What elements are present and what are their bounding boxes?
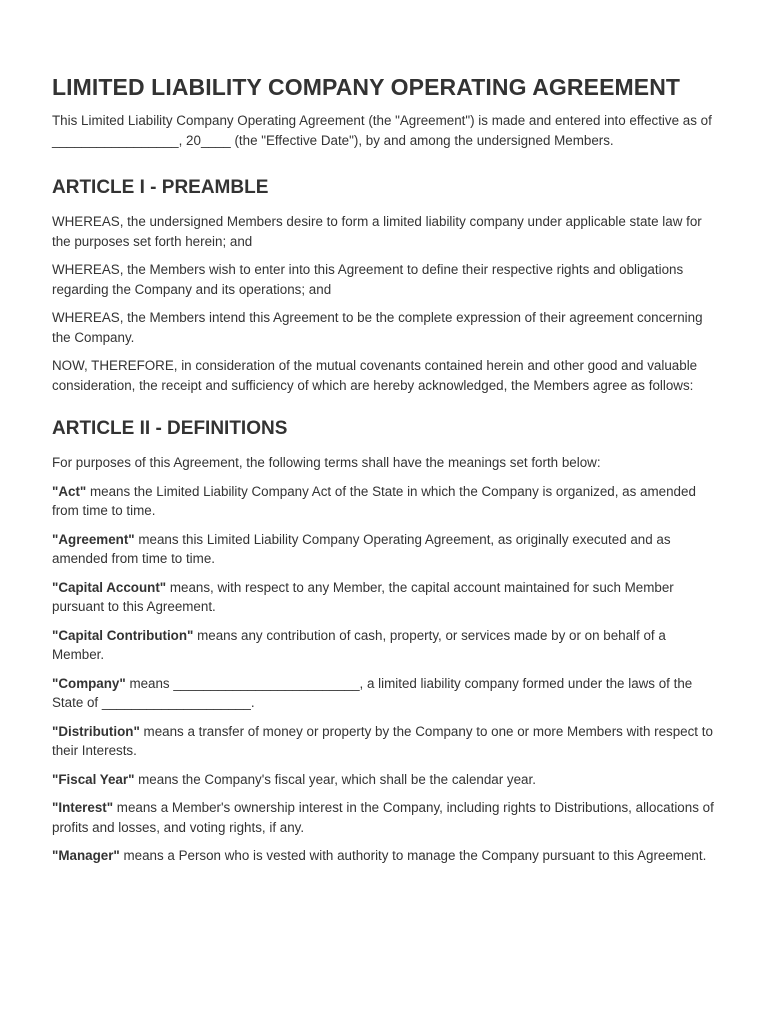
definition-text: means the Company's fiscal year, which shall be the calendar year. — [134, 771, 536, 787]
definition-term: "Distribution" — [52, 723, 140, 739]
definition-term: "Interest" — [52, 800, 114, 815]
definition-term: "Capital Contribution" — [52, 627, 194, 643]
definition-fiscal-year — [52, 770, 718, 790]
definition-manager — [52, 846, 718, 866]
definition-interest — [52, 798, 718, 837]
definition-company — [52, 674, 718, 713]
definitions-intro: For purposes of this Agreement, the following terms shall have the meanings set forth below: — [52, 455, 601, 470]
definition-text: means a Member's ownership interest in the Company, including rights to Distributions, allocations of profits and losses, and voting rights, if any. — [52, 800, 714, 835]
definition-term: "Company" — [52, 675, 126, 691]
document-title: LIMITED LIABILITY COMPANY OPERATING AGREEMENT — [52, 74, 681, 100]
preamble-paragraph: WHEREAS, the undersigned Members desire to form a limited liability company under applicable state law for the purposes set forth herein; and — [52, 214, 702, 249]
definition-term: "Fiscal Year" — [52, 771, 135, 787]
definition-text: means _________________________, a limited liability company formed under the laws of the State of ____________________. — [52, 675, 693, 710]
definition-text: means a Person who is vested with authority to manage the Company pursuant to this Agreement. — [119, 848, 707, 863]
definition-term: "Capital Account" — [52, 579, 167, 595]
definition-act — [52, 482, 718, 521]
definition-distribution — [52, 722, 718, 761]
definition-term: "Act" — [52, 483, 87, 499]
definition-text: means the Limited Liability Company Act of the State in which the Company is organized, as amended from time to time. — [52, 483, 696, 518]
definition-agreement — [52, 530, 718, 569]
definition-text: means a transfer of money or property by the Company to one or more Members with respect to their Interests. — [52, 723, 713, 758]
definition-text: means any contribution of cash, property, or services made by or on behalf of a Member. — [52, 627, 666, 662]
definition-capital-account — [52, 578, 718, 617]
preamble-paragraph: NOW, THEREFORE, in consideration of the mutual covenants contained herein and other good and valuable consideration, the receipt and sufficiency of which are hereby acknowledged, the Members agree as follows: — [52, 358, 698, 393]
article-1-heading: ARTICLE I - PREAMBLE — [52, 177, 269, 198]
intro-paragraph: This Limited Liability Company Operating Agreement (the "Agreement") is made and entered into effective as of _________________, 20____ (the "Effective Date"), by and among the undersigned Members. — [52, 113, 712, 148]
article-2-heading: ARTICLE II - DEFINITIONS — [52, 418, 288, 439]
definition-text: means, with respect to any Member, the capital account maintained for such Member pursuant to this Agreement. — [52, 579, 674, 614]
preamble-paragraph: WHEREAS, the Members intend this Agreement to be the complete expression of their agreement concerning the Company. — [52, 310, 703, 345]
definition-text: means this Limited Liability Company Operating Agreement, as originally executed and as amended from time to time. — [52, 531, 671, 566]
definition-capital-contribution — [52, 626, 718, 665]
definition-term: "Agreement" — [52, 531, 135, 547]
definition-term: "Manager" — [52, 848, 120, 863]
preamble-paragraph: WHEREAS, the Members wish to enter into this Agreement to define their respective rights and obligations regarding the Company and its operations; and — [52, 262, 684, 297]
